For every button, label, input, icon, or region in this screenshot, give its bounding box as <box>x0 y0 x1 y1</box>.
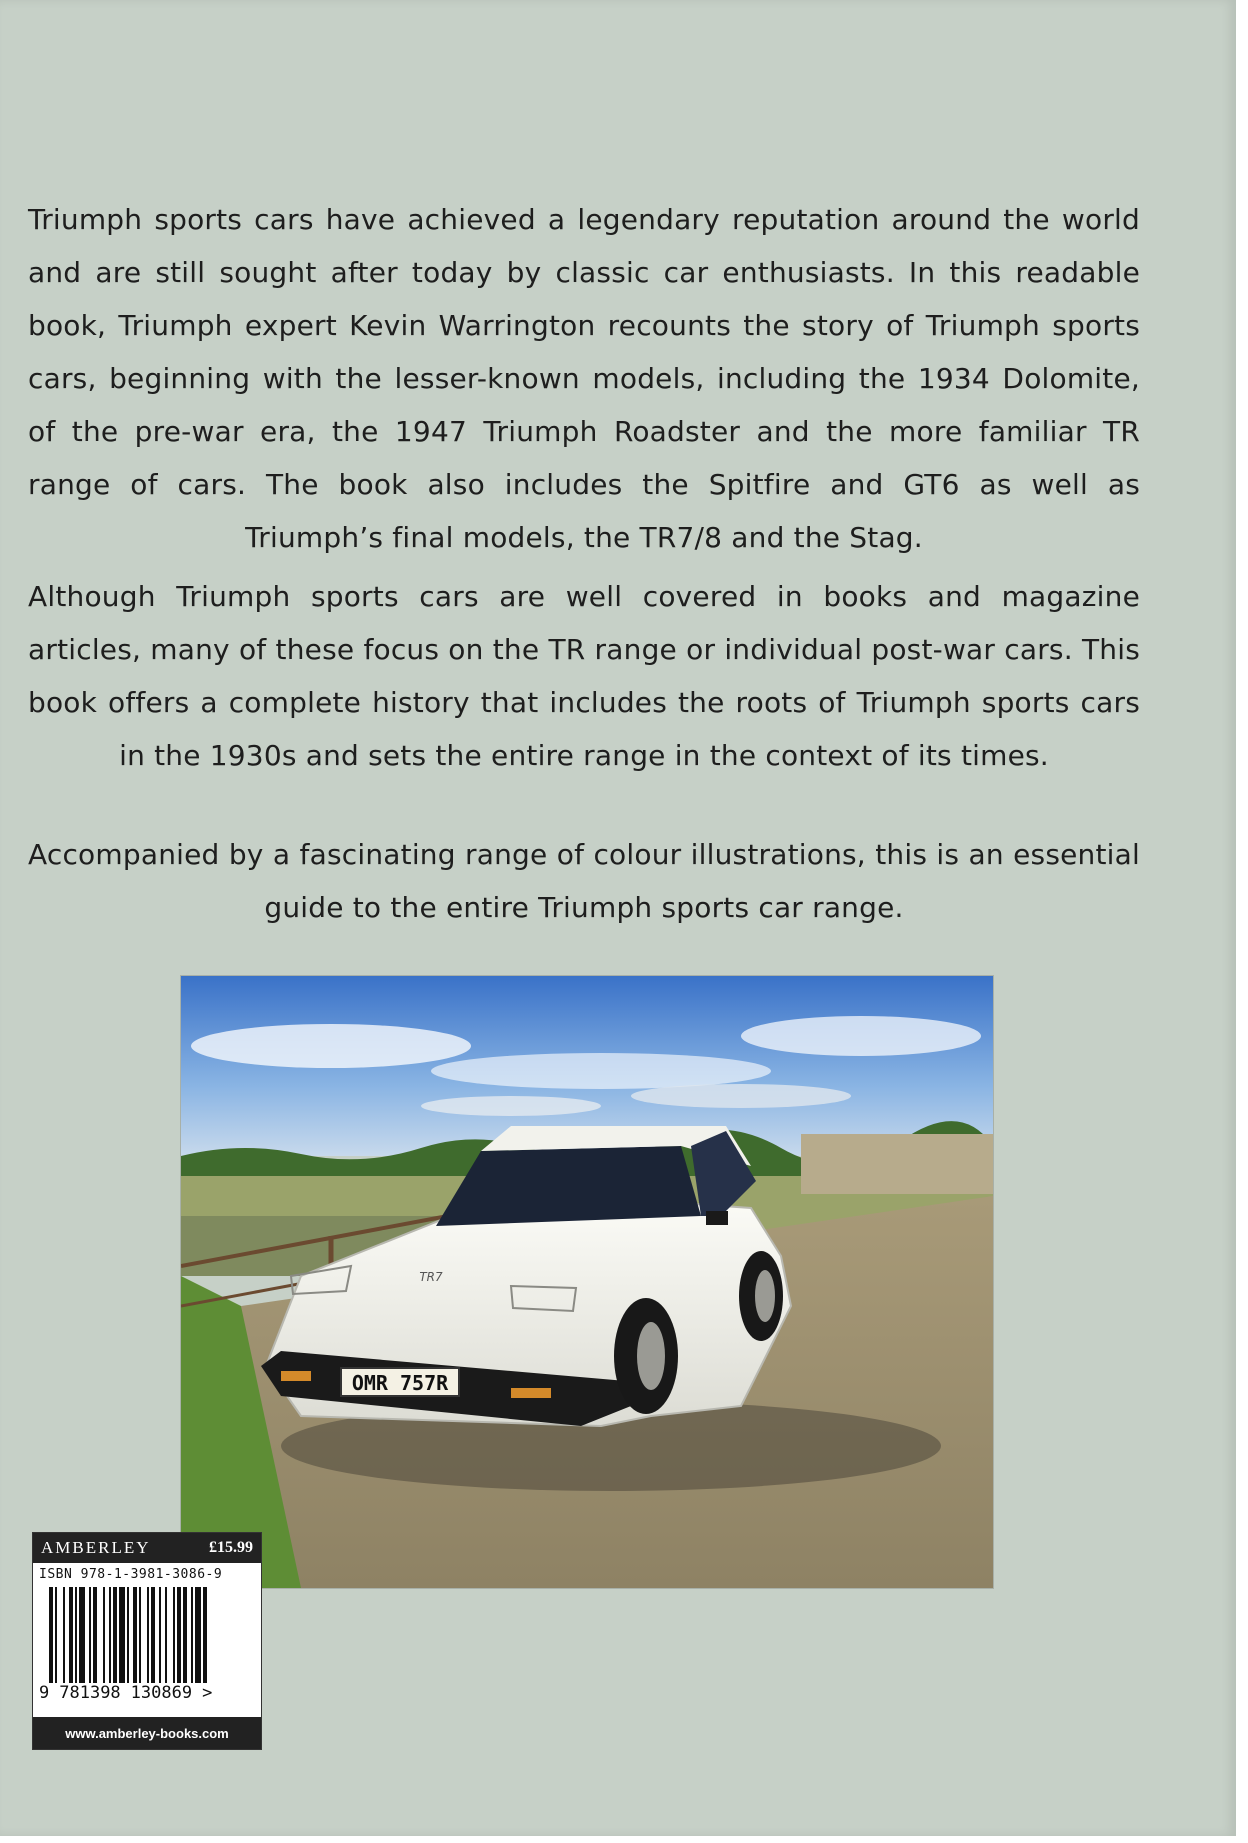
blurb-paragraph-1: Triumph sports cars have achieved a legendary reputation around the world and are still sought after today by classic car enthusiasts. In this readable book, Triumph expert Kevin Warrington recounts the story of Triumph sports cars, beginning with the lesser-known models, including the 1934 Dolomite, of the pre-war era, the 1947 Triumph Roadster and the more familiar TR range of cars. The book also includes the Spitfire and GT6 as well as Triumph’s final models, the TR7/8 and the Stag. <box>28 203 1140 554</box>
barcode-bar <box>151 1587 155 1683</box>
barcode-bar <box>69 1587 73 1683</box>
barcode-bar <box>165 1587 167 1683</box>
barcode-bar <box>49 1587 53 1683</box>
barcode-bar <box>173 1587 175 1683</box>
isbn-number: ISBN 978-1-3981-3086-9 <box>39 1567 223 1582</box>
blurb-paragraph-3: Accompanied by a fascinating range of colour illustrations, this is an essential guide to the entire Triumph sports car range. <box>28 838 1140 924</box>
barcode <box>49 1587 245 1683</box>
barcode-digit-tail: > <box>202 1683 213 1703</box>
barcode-bar <box>195 1587 201 1683</box>
publisher-bar <box>33 1533 261 1563</box>
barcode-bar <box>75 1587 77 1683</box>
barcode-bar <box>133 1587 137 1683</box>
barcode-bar <box>127 1587 129 1683</box>
barcode-bar <box>103 1587 105 1683</box>
barcode-bar <box>177 1587 181 1683</box>
publisher-name: AMBERLEY <box>41 1538 151 1557</box>
triumph-tr7-photo <box>181 976 993 1588</box>
barcode-bar <box>93 1587 97 1683</box>
publisher-website: www.amberley-books.com <box>33 1717 261 1749</box>
barcode-bar <box>159 1587 161 1683</box>
car-photo <box>180 975 994 1589</box>
isbn-barcode-label <box>32 1532 262 1750</box>
barcode-bar <box>109 1587 111 1683</box>
barcode-bar <box>89 1587 91 1683</box>
barcode-digits-right: 130869 <box>130 1683 193 1703</box>
barcode-bar <box>119 1587 125 1683</box>
barcode-bar <box>55 1587 57 1683</box>
barcode-bar <box>203 1587 207 1683</box>
price: £15.99 <box>209 1539 253 1556</box>
number-plate-text: OMR 757R <box>351 1371 449 1395</box>
barcode-bar <box>63 1587 65 1683</box>
barcode-bar <box>113 1587 117 1683</box>
barcode-digits-left: 781398 <box>59 1683 121 1703</box>
barcode-bar <box>183 1587 187 1683</box>
barcode-bar <box>79 1587 85 1683</box>
barcode-digits <box>39 1683 257 1703</box>
barcode-digit-lead: 9 <box>39 1683 50 1703</box>
barcode-bar <box>147 1587 149 1683</box>
barcode-bar <box>191 1587 193 1683</box>
blurb-paragraph-2: Although Triumph sports cars are well covered in books and magazine articles, many of these focus on the TR range or individual post-war cars. This book offers a complete history that includes the roots of Triumph sports cars in the 1930s and sets the entire range in the context of its times. <box>28 580 1140 772</box>
barcode-bar <box>139 1587 141 1683</box>
car-badge-text: TR7 <box>419 1270 443 1284</box>
